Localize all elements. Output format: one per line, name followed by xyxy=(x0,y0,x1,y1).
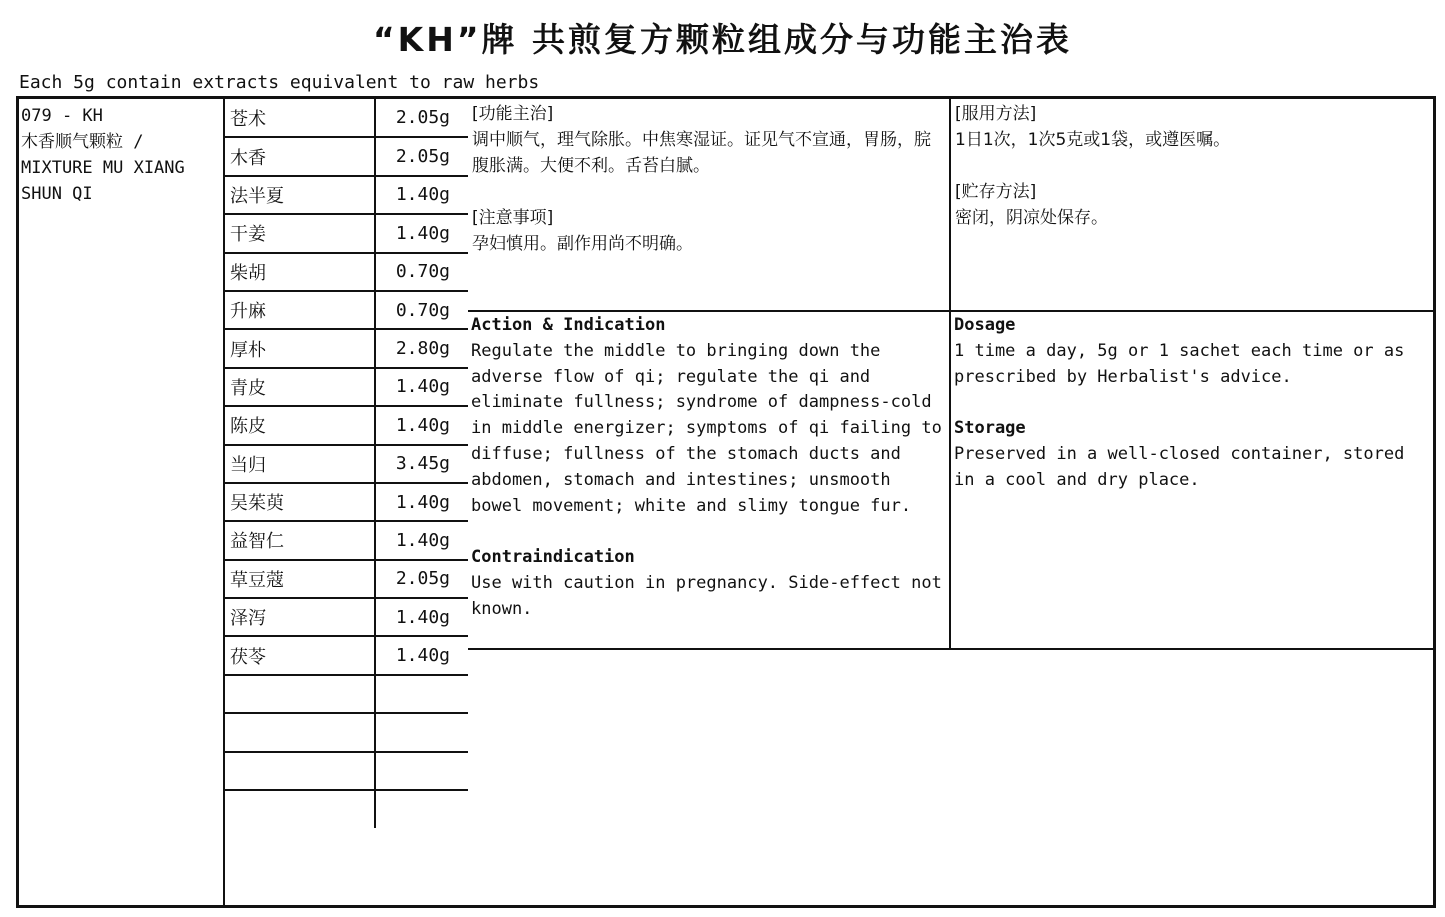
page-subtitle: Each 5g contain extracts equivalent to raw herbs xyxy=(19,72,540,93)
herb-name: 草豆蔻 xyxy=(225,560,375,598)
herb-row xyxy=(225,598,468,636)
herb-quantity: 2.80g xyxy=(375,329,468,367)
herb-name xyxy=(225,752,375,790)
herb-name: 厚朴 xyxy=(225,329,375,367)
section-divider-middle xyxy=(468,310,1433,312)
herb-quantity: 0.70g xyxy=(375,253,468,291)
cn-usage-section xyxy=(955,101,1429,231)
herb-quantity: 1.40g xyxy=(375,176,468,214)
herb-name: 当归 xyxy=(225,445,375,483)
herb-name: 益智仁 xyxy=(225,521,375,559)
herb-quantity xyxy=(375,752,468,790)
herb-row xyxy=(225,636,468,674)
herb-quantity: 0.70g xyxy=(375,291,468,329)
herb-name: 柴胡 xyxy=(225,253,375,291)
herb-name: 苍术 xyxy=(225,99,375,137)
cn-function-text: 调中顺气，理气除胀。中焦寒湿证。证见气不宣通，胃肠，脘腹胀满。大便不利。舌苔白腻。 xyxy=(472,130,931,176)
cn-function-heading: [功能主治] xyxy=(472,104,554,124)
herb-name xyxy=(225,713,375,751)
herb-name: 茯苓 xyxy=(225,636,375,674)
herb-quantity: 2.05g xyxy=(375,99,468,137)
herb-row xyxy=(225,176,468,214)
en-dosage-heading: Dosage xyxy=(954,315,1016,335)
herb-name: 升麻 xyxy=(225,291,375,329)
herb-quantity: 1.40g xyxy=(375,598,468,636)
en-dosage-text: 1 time a day, 5g or 1 sachet each time or as prescribed by Herbalist's advice. xyxy=(954,340,1405,387)
en-action-section xyxy=(471,313,949,623)
herb-name xyxy=(225,790,375,828)
page-title: “KH”牌 共煎复方颗粒组成分与功能主治表 xyxy=(372,20,1073,59)
herb-row xyxy=(225,445,468,483)
herb-quantity: 2.05g xyxy=(375,137,468,175)
product-name-cn: 木香顺气颗粒 / xyxy=(21,132,144,152)
herb-row xyxy=(225,483,468,521)
herb-row xyxy=(225,790,468,828)
herb-quantity: 1.40g xyxy=(375,483,468,521)
product-column xyxy=(19,99,225,905)
herb-name: 泽泻 xyxy=(225,598,375,636)
herb-row xyxy=(225,713,468,751)
en-action-text: Regulate the middle to bringing down the adverse flow of qi; regulate the qi and eliminate fullness; syndrome of dampness-cold in middle energizer; symptoms of qi failing to diffuse; fullness of the stomach ducts and abdomen, stomach and intestines; unsmooth bowel movement; white and slimy tongue fur. xyxy=(471,340,942,516)
herb-quantity: 1.40g xyxy=(375,521,468,559)
herb-quantity: 2.05g xyxy=(375,560,468,598)
en-storage-text: Preserved in a well-closed container, stored in a cool and dry place. xyxy=(954,444,1405,490)
herb-name xyxy=(225,675,375,713)
herb-name: 陈皮 xyxy=(225,406,375,444)
cn-usage-text: 1日1次，1次5克或1袋，或遵医嘱。 xyxy=(955,130,1231,150)
herb-row xyxy=(225,214,468,252)
herb-name: 法半夏 xyxy=(225,176,375,214)
en-dosage-section xyxy=(954,313,1429,494)
herb-row xyxy=(225,752,468,790)
herb-name: 吴茱萸 xyxy=(225,483,375,521)
herb-quantity: 1.40g xyxy=(375,368,468,406)
herb-quantity: 1.40g xyxy=(375,636,468,674)
cn-function-section xyxy=(472,101,946,257)
herb-row xyxy=(225,675,468,713)
herb-name: 青皮 xyxy=(225,368,375,406)
cn-caution-heading: [注意事项] xyxy=(472,208,554,228)
en-action-heading: Action & Indication xyxy=(471,315,666,335)
herb-quantity: 1.40g xyxy=(375,214,468,252)
product-code: 079 - KH xyxy=(21,106,103,126)
cn-storage-heading: [贮存方法] xyxy=(955,182,1037,202)
en-storage-heading: Storage xyxy=(954,418,1026,439)
herb-quantity xyxy=(375,675,468,713)
herb-quantity: 3.45g xyxy=(375,445,468,483)
herb-list xyxy=(225,99,468,828)
herb-row xyxy=(225,137,468,175)
product-info xyxy=(21,103,185,207)
cn-caution-text: 孕妇慎用。副作用尚不明确。 xyxy=(472,234,693,254)
en-contra-text: Use with caution in pregnancy. Side-effect not known. xyxy=(471,573,942,619)
herb-quantity xyxy=(375,713,468,751)
herb-row xyxy=(225,99,468,137)
product-name-en: MIXTURE MU XIANG SHUN QI xyxy=(21,158,185,204)
herb-name: 干姜 xyxy=(225,214,375,252)
cn-usage-heading: [服用方法] xyxy=(955,104,1037,124)
herb-quantity: 1.40g xyxy=(375,406,468,444)
section-divider-vertical xyxy=(949,99,951,650)
formula-table xyxy=(16,96,1436,908)
herb-row xyxy=(225,521,468,559)
herb-row xyxy=(225,291,468,329)
en-contra-heading: Contraindication xyxy=(471,547,635,568)
herb-quantity xyxy=(375,790,468,828)
herb-row xyxy=(225,560,468,598)
cn-storage-text: 密闭，阴凉处保存。 xyxy=(955,208,1108,228)
herb-row xyxy=(225,253,468,291)
section-divider-bottom xyxy=(468,648,1433,650)
herb-row xyxy=(225,368,468,406)
herb-name: 木香 xyxy=(225,137,375,175)
herb-row xyxy=(225,406,468,444)
herb-row xyxy=(225,329,468,367)
